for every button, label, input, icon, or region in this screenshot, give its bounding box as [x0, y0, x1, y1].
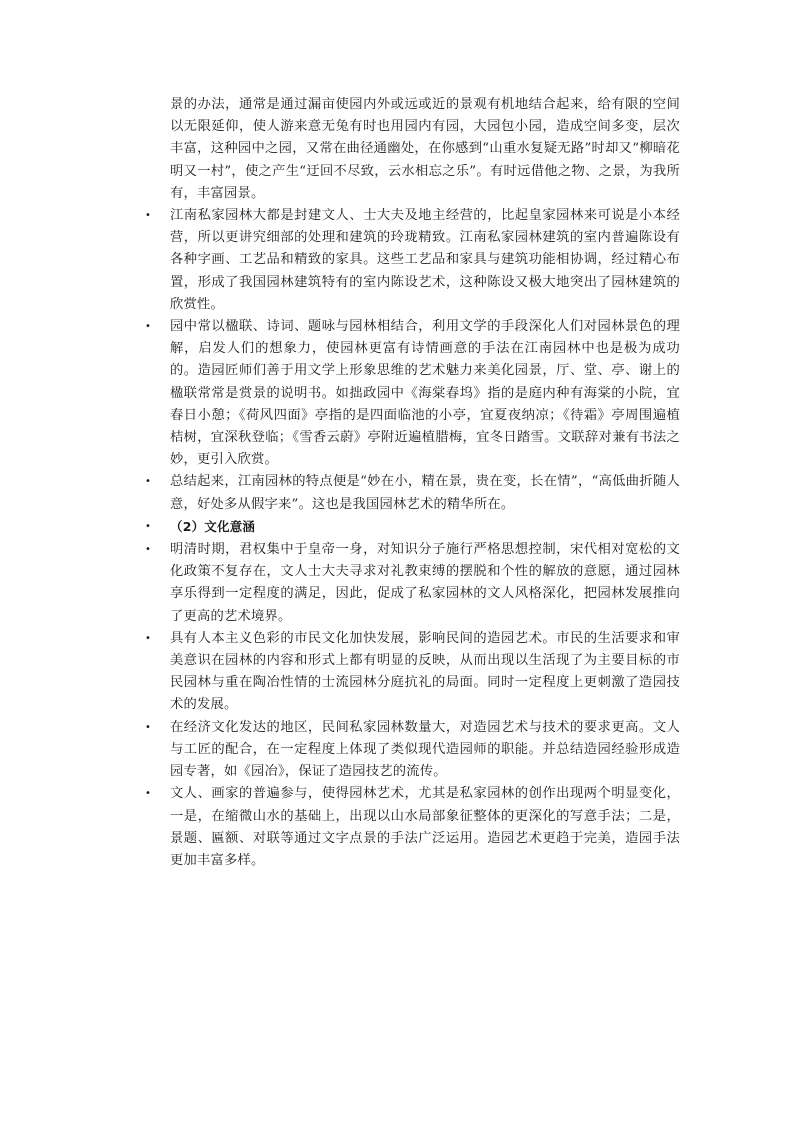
list-item-text: 文人、画家的普遍参与，使得园林艺术，尤其是私家园林的创作出现两个明显变化，一是，在缩微山水的基础上，出现以山水局部象征整体的更深化的写意手法；二是，景题、匾额、对联等通过文字点景的手法广泛运用。造园艺术更趋于完美，造园手法更加丰富多样。 [170, 786, 680, 868]
document-body [145, 94, 680, 872]
list-item-text: 明清时期，君权集中于皇帝一身，对知识分子施行严格思想控制，宋代相对宽松的文化政策不复存在，文人士大夫寻求对礼教束缚的摆脱和个性的解放的意愿，通过园林享乐得到一定程度的满足，因此，促成了私家园林的文人风格深化，把园林发展推向了更高的艺术境界。 [170, 542, 680, 624]
list-item-text: 园中常以楹联、诗词、题咏与园林相结合，利用文学的手段深化人们对园林景色的理解，启发人们的想象力，使园林更富有诗情画意的手法在江南园林中也是极为成功的。造园匠师们善于用文学上形象思维的艺术魅力来美化园景，厅、堂、亭、谢上的楹联常常是赏景的说明书。如拙政园中《海棠春坞》指的是庭内种有海棠的小院，宜春日小憩；《荷风四面》亭指的是四面临池的小亭，宜夏夜纳凉；《待霜》亭周围遍植桔树，宜深秋登临；《雪香云蔚》亭附近遍植腊梅，宜冬日踏雪。文联辞对兼有书法之妙，更引入欣赏。 [170, 319, 680, 468]
list-item [145, 539, 680, 628]
bullet-icon: • [145, 721, 152, 733]
list-item [145, 205, 680, 316]
bullet-icon: • [145, 476, 152, 488]
list-item-text: 江南私家园林大都是封建文人、士大夫及地主经营的，比起皇家园林来可说是小本经营，所以更讲究细部的处理和建筑的玲珑精致。江南私家园林建筑的室内普遍陈设有各种字画、工艺品和精致的家具。这些工艺品和家具与建筑功能相协调，经过精心布置，形成了我国园林建筑特有的室内陈设艺术，这种陈设又极大地突出了园林建筑的欣赏性。 [170, 208, 680, 312]
section-heading: （2）文化意涵 [170, 518, 256, 534]
bullet-icon: • [145, 321, 152, 333]
list-item-text: 总结起来，江南园林的特点便是“妙在小，精在景，贵在变，长在情”，“高低曲折随人意，好处多从假字来”。这也是我国园林艺术的精华所在。 [170, 474, 680, 512]
list-item [145, 316, 680, 471]
bullet-icon: • [145, 520, 152, 532]
list-item-text: 具有人本主义色彩的市民文化加快发展，影响民间的造园艺术。市民的生活要求和审美意识在园林的内容和形式上都有明显的反映，从而出现以生活现了为主要目标的市民园林与重在陶冶性情的士流园林分庭抗礼的局面。同时一定程度上更刺激了造园技术的发展。 [170, 630, 680, 713]
bullet-icon: • [145, 632, 152, 644]
bullet-icon: • [145, 210, 152, 222]
bullet-icon: • [145, 788, 152, 800]
section-heading-item [145, 516, 680, 539]
list-item [145, 628, 680, 717]
bullet-icon: • [145, 544, 152, 556]
list-item [145, 471, 680, 515]
continuation-paragraph: 景的办法，通常是通过漏亩使园内外或远或近的景观有机地结合起来，给有限的空间以无限延仰，使人游来意无兔有时也用园内有园，大园包小园，造成空间多变，层次丰富，这种园中之园，又常在曲径通幽处，在你感到“山重水复疑无路”时却又“柳暗花明又一村”，使之产生“迂回不尽致，云水相忘之乐”。有时远借他之物、之景，为我所有，丰富园景。 [170, 97, 680, 201]
list-item [145, 783, 680, 872]
list-item [145, 717, 680, 784]
list-item-text: 在经济文化发达的地区，民间私家园林数量大，对造园艺术与技术的要求更高。文人与工匠的配合，在一定程度上体现了类似现代造园师的职能。并总结造园经验形成造园专著，如《园冶》，保证了造园技艺的流传。 [170, 719, 680, 780]
